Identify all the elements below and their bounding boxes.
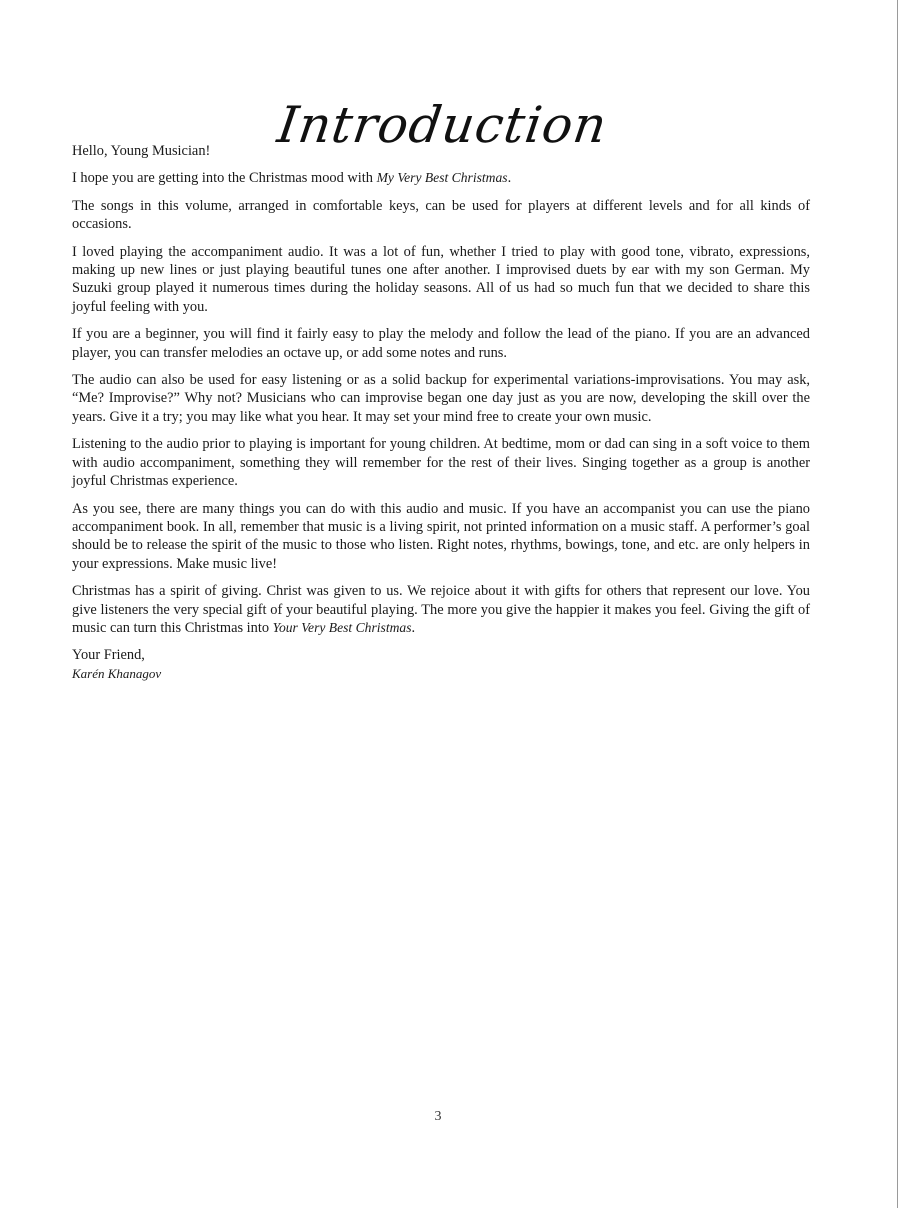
- closing-title: Your Very Best Christmas: [272, 619, 412, 635]
- greeting: Hello, Young Musician!: [72, 143, 211, 159]
- paragraph-8: Christmas has a spirit of giving. Christ was given to us. We rejoice about it with gifts for others that represent our love. You give listeners the very special gift of your beautiful playing. The more you give the happier it makes you feel. Giving the gift of music can turn this Christmas into Your Very Best Christmas.: [72, 583, 810, 636]
- paragraph-3: I loved playing the accompaniment audio. It was a lot of fun, whether I tried to play with good tone, vibrato, expressions, making up new lines or just playing beautiful tunes one after another. I improvised duets by ear with my son German. My Suzuki group played it numerous times during the holiday seasons. All of us had so much fun that we decided to share this joyful feeling with you.: [72, 243, 810, 315]
- signoff: [72, 646, 810, 683]
- page-number: 3: [434, 1109, 442, 1124]
- signoff-closing: Your Friend,: [72, 647, 145, 664]
- author-name: Karén Khanagov: [72, 665, 162, 681]
- page-edge: [897, 0, 898, 1208]
- page-title: Introduction: [274, 95, 611, 154]
- book-title: My Very Best Christmas: [376, 170, 508, 186]
- paragraph-4: If you are a beginner, you will find it fairly easy to play the melody and follow the lead of the piano. If you are an advanced player, you can transfer melodies an octave up, or add some notes and runs.: [72, 326, 810, 361]
- introduction-body: [72, 142, 810, 692]
- paragraph-2: The songs in this volume, arranged in comfortable keys, can be used for players at different levels and for all kinds of occasions.: [72, 197, 810, 233]
- paragraph-1: I hope you are getting into the Christmas mood with My Very Best Christmas.: [72, 170, 512, 187]
- paragraph-6: Listening to the audio prior to playing is important for young children. At bedtime, mom or dad can sing in a soft voice to them with audio accompaniment, something they will remember for the rest of their lives. Singing together as a group is another joyful Christmas experience.: [72, 436, 810, 490]
- paragraph-7: As you see, there are many things you can do with this audio and music. If you have an accompanist you can use the piano accompaniment book. In all, remember that music is a living spirit, not printed information on a music staff. A performer’s goal should be to release the spirit of the music to those who listen. Right notes, rhythms, bowings, tone, and etc. are only helpers in your expressions. Make music live!: [72, 500, 810, 572]
- paragraph-5: The audio can also be used for easy listening or as a solid backup for experimental variations-improvisations. You may ask, “Me? Improvise?” Why not? Musicians who can improvise began one day just as you are now, developing the skill over the years. Give it a try; you may like what you hear. It may set your mind free to create your own music.: [72, 372, 810, 425]
